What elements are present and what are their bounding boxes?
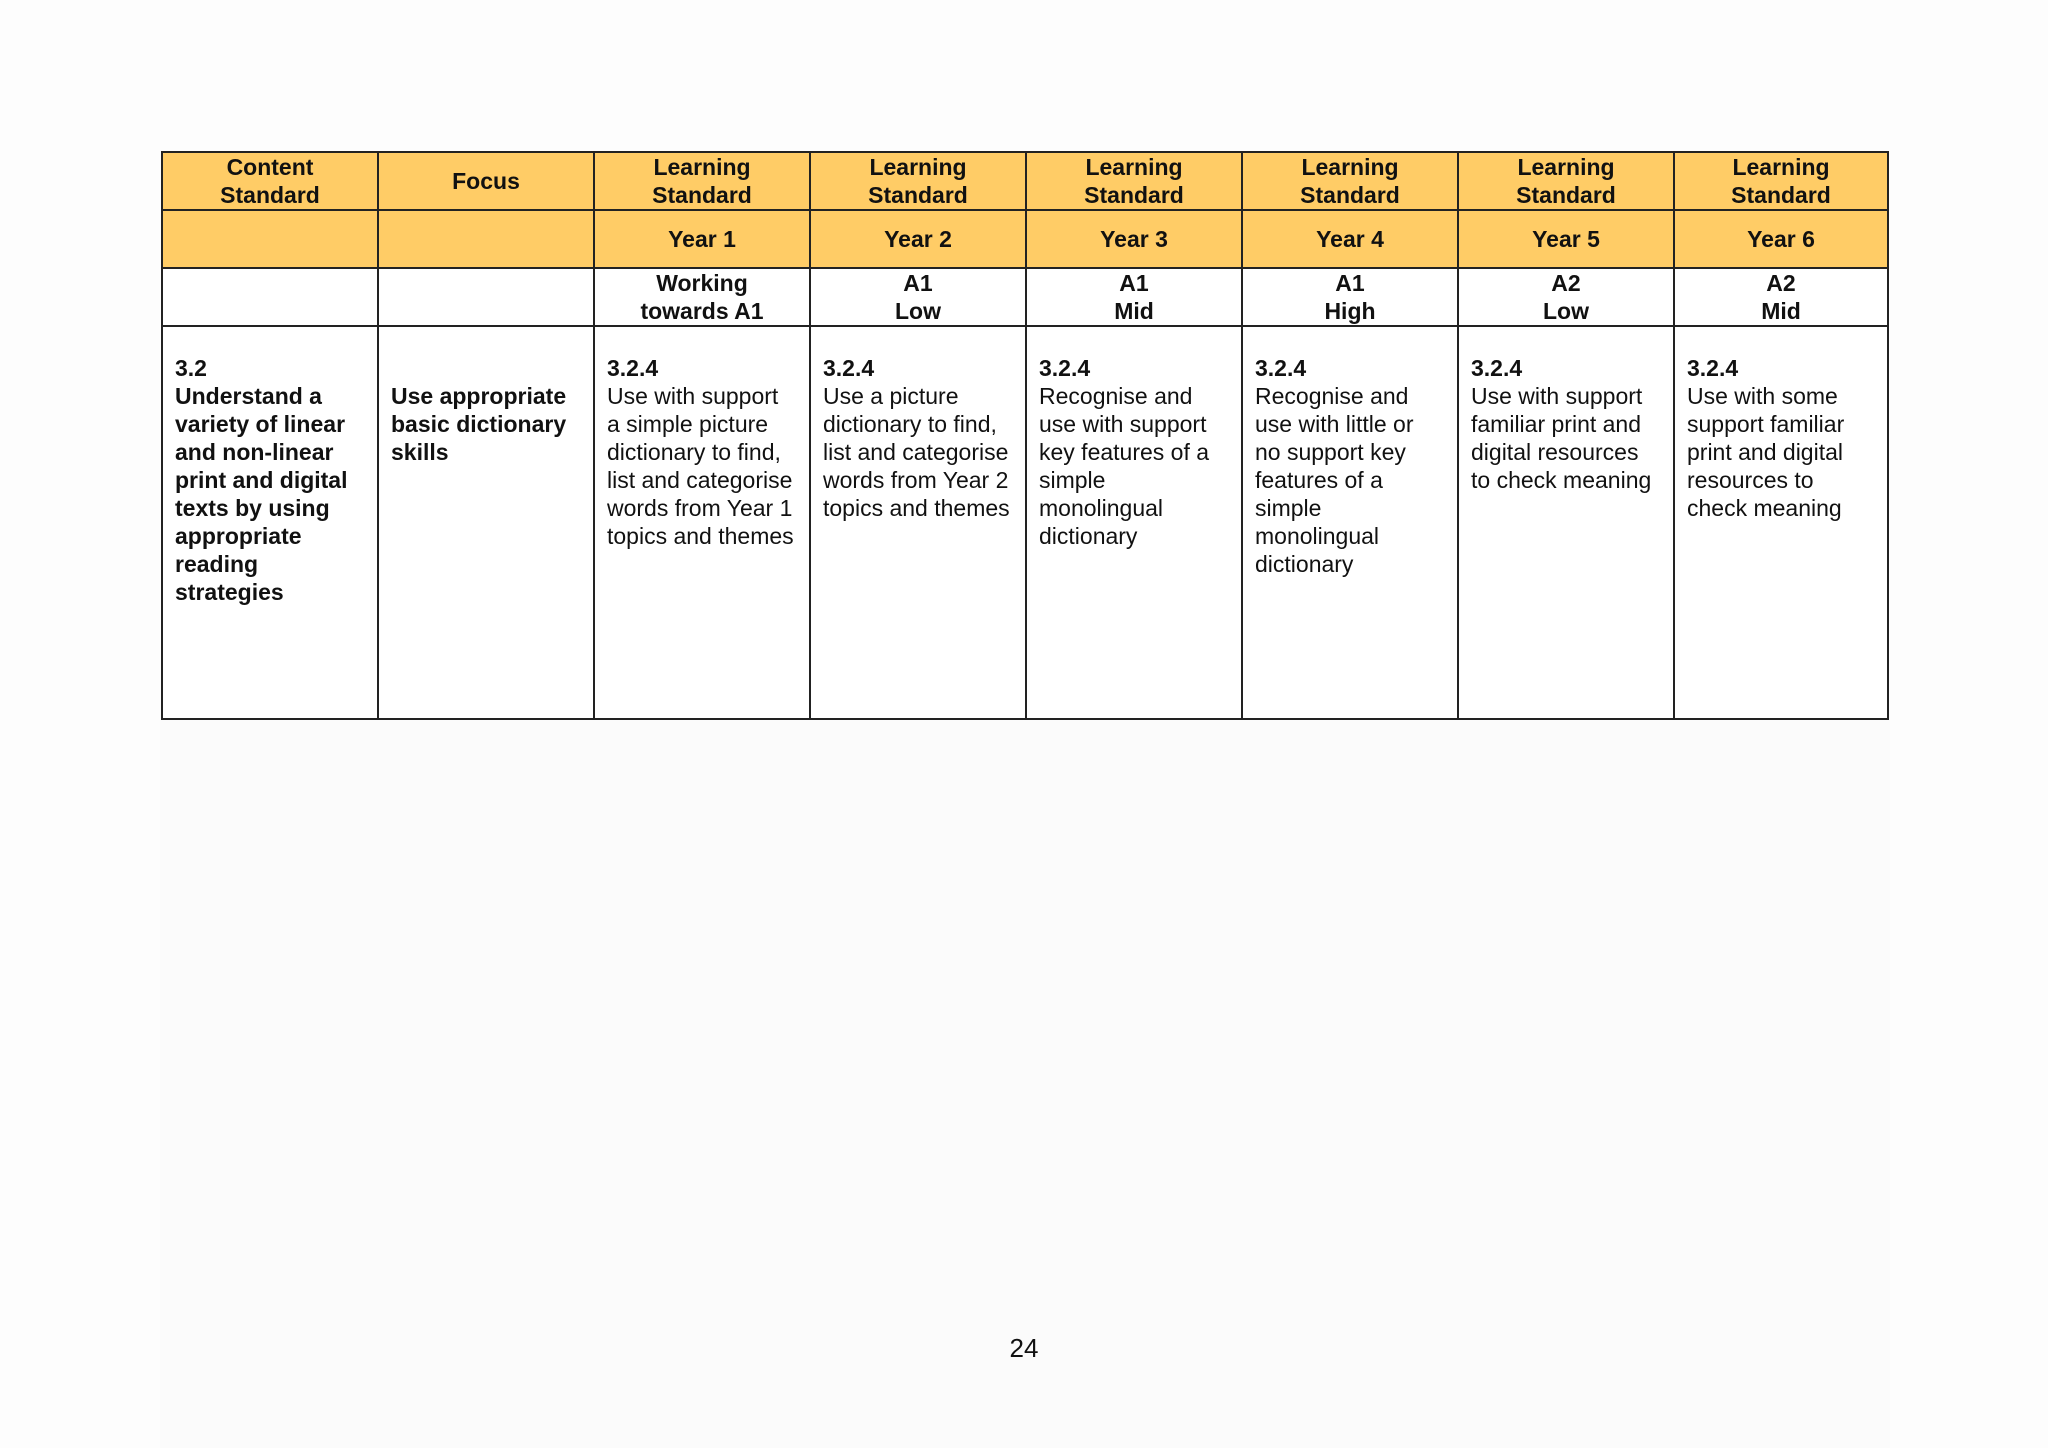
header-row-years	[162, 210, 1888, 268]
level-empty-cell	[378, 268, 594, 326]
level-year-1: Working towards A1	[594, 268, 810, 326]
level-year-6: A2 Mid	[1674, 268, 1888, 326]
header-empty-cell	[378, 210, 594, 268]
focus-cell	[378, 326, 594, 719]
learning-standard-code: 3.2.4	[607, 355, 659, 381]
content-standard-cell	[162, 326, 378, 719]
table-row	[162, 326, 1888, 719]
header-learning-standard: Learning Standard	[1458, 152, 1674, 210]
level-empty-cell	[162, 268, 378, 326]
header-learning-standard: Learning Standard	[1026, 152, 1242, 210]
level-year-2: A1 Low	[810, 268, 1026, 326]
learning-standard-year-1	[594, 326, 810, 719]
focus-text: Use appropriate basic dictionary skills	[391, 383, 567, 465]
header-learning-standard: Learning Standard	[594, 152, 810, 210]
level-year-3: A1 Mid	[1026, 268, 1242, 326]
page-number: 24	[1009, 1333, 1039, 1363]
learning-standard-text: Recognise and use with little or no support key features of a simple monolingual dictionary	[1255, 383, 1414, 577]
header-focus: Focus	[378, 152, 594, 210]
header-learning-standard: Learning Standard	[810, 152, 1026, 210]
learning-standard-text: Use with some support familiar print and digital resources to check meaning	[1687, 383, 1845, 521]
learning-standard-year-6	[1674, 326, 1888, 719]
learning-standard-code: 3.2.4	[1039, 355, 1091, 381]
learning-standard-text: Use a picture dictionary to find, list and categorise words from Year 2 topics and themes	[823, 383, 1010, 521]
level-row	[162, 268, 1888, 326]
header-year-6: Year 6	[1674, 210, 1888, 268]
header-year-3: Year 3	[1026, 210, 1242, 268]
header-content-standard: Content Standard	[162, 152, 378, 210]
header-learning-standard: Learning Standard	[1242, 152, 1458, 210]
content-standard-code: 3.2	[175, 355, 207, 381]
header-learning-standard: Learning Standard	[1674, 152, 1888, 210]
learning-standard-code: 3.2.4	[1255, 355, 1307, 381]
content-standard-text: Understand a variety of linear and non-linear print and digital texts by using appropriate reading strategies	[175, 383, 348, 605]
learning-standard-year-4	[1242, 326, 1458, 719]
learning-standard-text: Recognise and use with support key features of a simple monolingual dictionary	[1039, 383, 1210, 549]
level-year-4: A1 High	[1242, 268, 1458, 326]
learning-standard-code: 3.2.4	[823, 355, 875, 381]
learning-standard-code: 3.2.4	[1687, 355, 1739, 381]
header-empty-cell	[162, 210, 378, 268]
level-year-5: A2 Low	[1458, 268, 1674, 326]
header-year-2: Year 2	[810, 210, 1026, 268]
page-background	[160, 660, 1890, 1448]
learning-standards-table	[161, 151, 1889, 720]
learning-standard-code: 3.2.4	[1471, 355, 1523, 381]
learning-standard-text: Use with support familiar print and digital resources to check meaning	[1471, 383, 1652, 493]
learning-standard-year-3	[1026, 326, 1242, 719]
header-year-5: Year 5	[1458, 210, 1674, 268]
learning-standard-year-2	[810, 326, 1026, 719]
header-year-1: Year 1	[594, 210, 810, 268]
header-year-4: Year 4	[1242, 210, 1458, 268]
learning-standard-year-5	[1458, 326, 1674, 719]
header-row-titles	[162, 152, 1888, 210]
learning-standard-text: Use with support a simple picture dictionary to find, list and categorise words from Year 1 topics and themes	[607, 383, 794, 549]
